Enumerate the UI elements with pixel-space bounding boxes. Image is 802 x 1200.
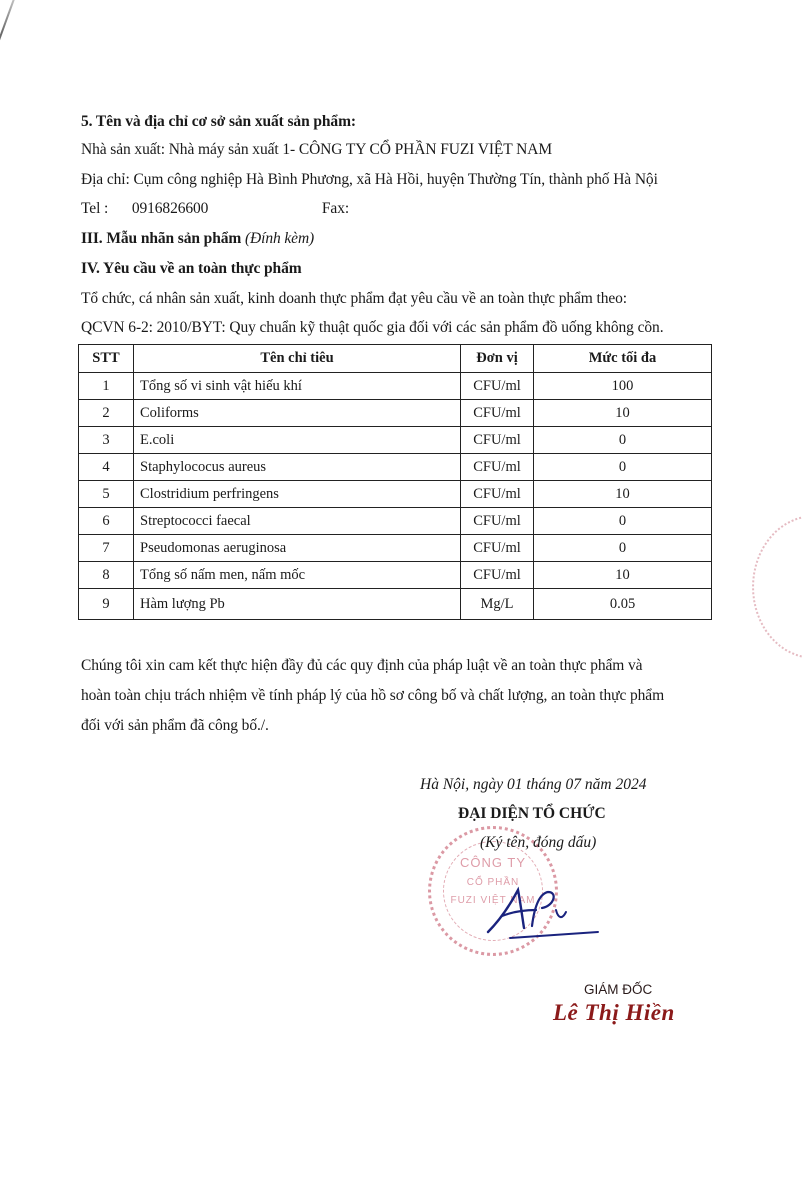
cell-unit: CFU/ml [461,562,534,589]
partial-stamp-mark [752,515,802,659]
table-row [79,373,712,400]
cell-unit: CFU/ml [461,535,534,562]
cell-max: 10 [534,562,712,589]
cell-name: Streptococci faecal [134,508,461,535]
table-row [79,427,712,454]
cell-stt: 9 [79,589,134,620]
cell-unit: CFU/ml [461,373,534,400]
cell-name: Pseudomonas aeruginosa [134,535,461,562]
cell-unit: CFU/ml [461,508,534,535]
director-position: GIÁM ĐỐC [584,982,653,997]
sign-seal-note: (Ký tên, đóng dấu) [480,834,597,851]
director-name: Lê Thị Hiền [553,1000,675,1025]
section-3-line [81,230,314,248]
table-row [79,589,712,620]
safety-spec-table [78,344,712,620]
section-4-standard: QCVN 6-2: 2010/BYT: Quy chuẩn kỹ thuật quốc gia đối với các sản phẩm đồ uống không cồn. [81,319,664,336]
header-name: Tên chỉ tiêu [134,345,461,373]
cell-unit: CFU/ml [461,400,534,427]
cell-stt: 5 [79,481,134,508]
table-row [79,400,712,427]
tel-value: 0916826600 [131,200,209,217]
cell-max: 10 [534,481,712,508]
table-row [79,454,712,481]
cell-unit: CFU/ml [461,427,534,454]
address-line: Địa chỉ: Cụm công nghiệp Hà Bình Phương, xã Hà Hồi, huyện Thường Tín, thành phố Hà Nội [81,171,658,188]
table-row [79,535,712,562]
cell-name: Hàm lượng Pb [134,589,461,620]
header-stt: STT [79,345,134,373]
manufacturer-line: Nhà sản xuất: Nhà máy sản xuất 1- CÔNG TY CỔ PHẦN FUZI VIỆT NAM [81,141,552,158]
cell-max: 10 [534,400,712,427]
cell-stt: 4 [79,454,134,481]
cell-max: 0.05 [534,589,712,620]
handwritten-signature-icon [480,880,600,940]
table-row [79,562,712,589]
header-max: Mức tối đa [534,345,712,373]
commitment-line-3: đối với sản phẩm đã công bố./. [81,717,269,734]
fax-label: Fax: [321,200,350,217]
cell-stt: 1 [79,373,134,400]
cell-name: Coliforms [134,400,461,427]
place-date: Hà Nội, ngày 01 tháng 07 năm 2024 [420,776,647,793]
stamp-text-2: CỔ PHẦN [466,877,520,888]
representative-title: ĐẠI DIỆN TỔ CHỨC [458,805,606,822]
cell-stt: 8 [79,562,134,589]
cell-max: 0 [534,508,712,535]
section-3-note: (Đính kèm) [244,230,315,247]
scan-edge-mark [0,0,16,119]
contact-line [81,200,349,218]
table-row [79,508,712,535]
table-row [79,481,712,508]
cell-name: Staphylococus aureus [134,454,461,481]
tel-label: Tel : [81,200,109,217]
section-4-intro: Tổ chức, cá nhân sản xuất, kinh doanh thực phẩm đạt yêu cầu về an toàn thực phẩm theo: [81,290,628,307]
cell-unit: CFU/ml [461,454,534,481]
commitment-line-1: Chúng tôi xin cam kết thực hiện đầy đủ các quy định của pháp luật về an toàn thực phẩm và [81,657,643,674]
cell-unit: Mg/L [461,589,534,620]
cell-name: Tổng số nấm men, nấm mốc [134,562,461,589]
stamp-text-3: FUZI VIỆT NAM [450,895,536,906]
section-4-heading: IV. Yêu cầu về an toàn thực phẩm [81,260,302,277]
cell-name: E.coli [134,427,461,454]
section-3-heading: III. Mẫu nhãn sản phẩm [81,230,242,247]
cell-name: Clostridium perfringens [134,481,461,508]
section-5-heading: 5. Tên và địa chỉ cơ sở sản xuất sản phẩm: [81,113,356,130]
table-header-row [79,345,712,373]
stamp-text-1: CÔNG TY [460,855,526,870]
cell-max: 0 [534,427,712,454]
cell-stt: 6 [79,508,134,535]
cell-max: 100 [534,373,712,400]
cell-stt: 2 [79,400,134,427]
cell-unit: CFU/ml [461,481,534,508]
cell-max: 0 [534,535,712,562]
cell-stt: 3 [79,427,134,454]
cell-name: Tổng số vi sinh vật hiếu khí [134,373,461,400]
cell-stt: 7 [79,535,134,562]
header-unit: Đơn vị [461,345,534,373]
commitment-line-2: hoàn toàn chịu trách nhiệm về tính pháp lý của hồ sơ công bố và chất lượng, an toàn thực phẩm [81,687,665,704]
cell-max: 0 [534,454,712,481]
